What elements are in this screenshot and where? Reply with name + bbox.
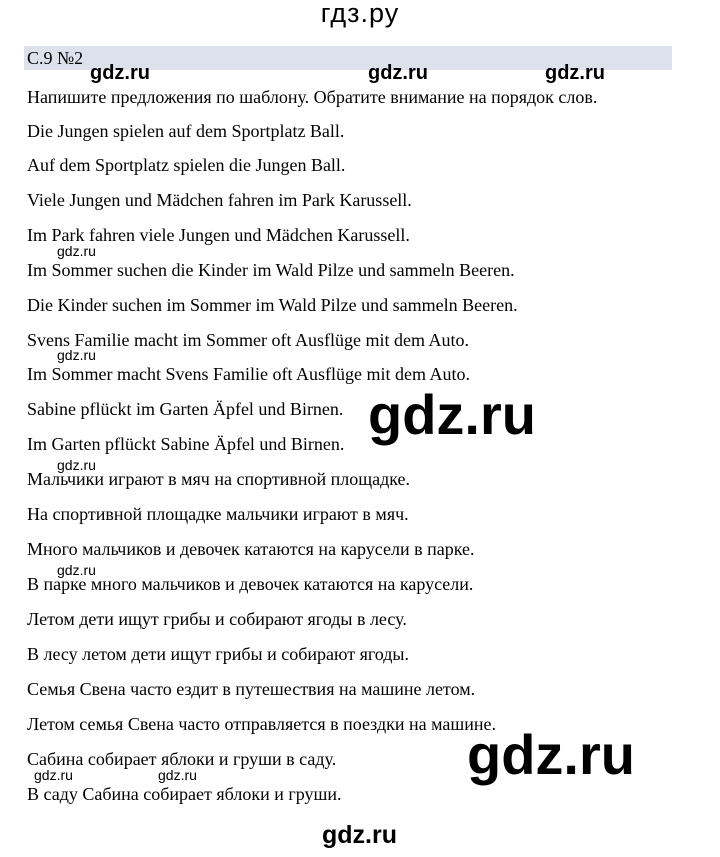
sentence-de-8: Im Sommer macht Svens Familie oft Ausflüge mit dem Auto.	[27, 364, 470, 384]
watermark: gdz.ru	[57, 457, 96, 473]
task-instruction: Напишите предложения по шаблону. Обратите внимание на порядок слов.	[27, 87, 598, 107]
sentence-de-5: Im Sommer suchen die Kinder im Wald Pilze und sammeln Beeren.	[27, 260, 515, 280]
watermark: gdz.ru	[158, 767, 197, 783]
watermark: gdz.ru	[545, 62, 605, 84]
sentence-de-4: Im Park fahren viele Jungen und Mädchen Karussell.	[27, 225, 410, 245]
sentence-de-7: Svens Familie macht im Sommer oft Ausflüge mit dem Auto.	[27, 330, 469, 350]
sentence-ru-4: В парке много мальчиков и девочек катаются на карусели.	[27, 574, 474, 594]
sentence-de-6: Die Kinder suchen im Sommer im Wald Pilze und sammeln Beeren.	[27, 295, 518, 315]
sentence-ru-7: Семья Свена часто ездит в путешествия на машине летом.	[27, 679, 476, 699]
sentence-ru-3: Много мальчиков и девочек катаются на карусели в парке.	[27, 539, 475, 559]
watermark-large: gdz.ru	[368, 383, 536, 446]
sentence-de-10: Im Garten pflückt Sabine Äpfel und Birnen.	[27, 434, 345, 454]
watermark: gdz.ru	[34, 767, 73, 783]
watermark: gdz.ru	[90, 62, 150, 84]
sentence-de-9: Sabine pflückt im Garten Äpfel und Birnen.	[27, 399, 344, 419]
sentence-ru-6: В лесу летом дети ищут грибы и собирают ягоды.	[27, 644, 410, 664]
sentence-ru-5: Летом дети ищут грибы и собирают ягоды в лесу.	[27, 609, 407, 629]
sentence-ru-10: В саду Сабина собирает яблоки и груши.	[27, 784, 342, 804]
watermark: gdz.ru	[368, 62, 428, 84]
sentence-de-1: Die Jungen spielen auf dem Sportplatz Ball.	[27, 121, 345, 141]
exercise-label: С.9 №2	[27, 48, 84, 68]
footer-watermark: gdz.ru	[322, 821, 397, 849]
watermark: gdz.ru	[57, 243, 96, 259]
sentence-de-2: Auf dem Sportplatz spielen die Jungen Ball.	[27, 155, 346, 175]
sentence-ru-9: Сабина собирает яблоки и груши в саду.	[27, 749, 337, 769]
sentence-ru-2: На спортивной площадке мальчики играют в мяч.	[27, 504, 409, 524]
sentence-de-3: Viele Jungen und Mädchen fahren im Park Karussell.	[27, 190, 412, 210]
watermark: gdz.ru	[57, 562, 96, 578]
sentence-ru-1: Мальчики играют в мяч на спортивной площадке.	[27, 469, 411, 489]
sentence-ru-8: Летом семья Свена часто отправляется в поездки на машине.	[27, 714, 496, 734]
site-title: гдз.ру	[320, 0, 400, 28]
watermark-large: gdz.ru	[467, 723, 635, 786]
watermark: gdz.ru	[57, 347, 96, 363]
